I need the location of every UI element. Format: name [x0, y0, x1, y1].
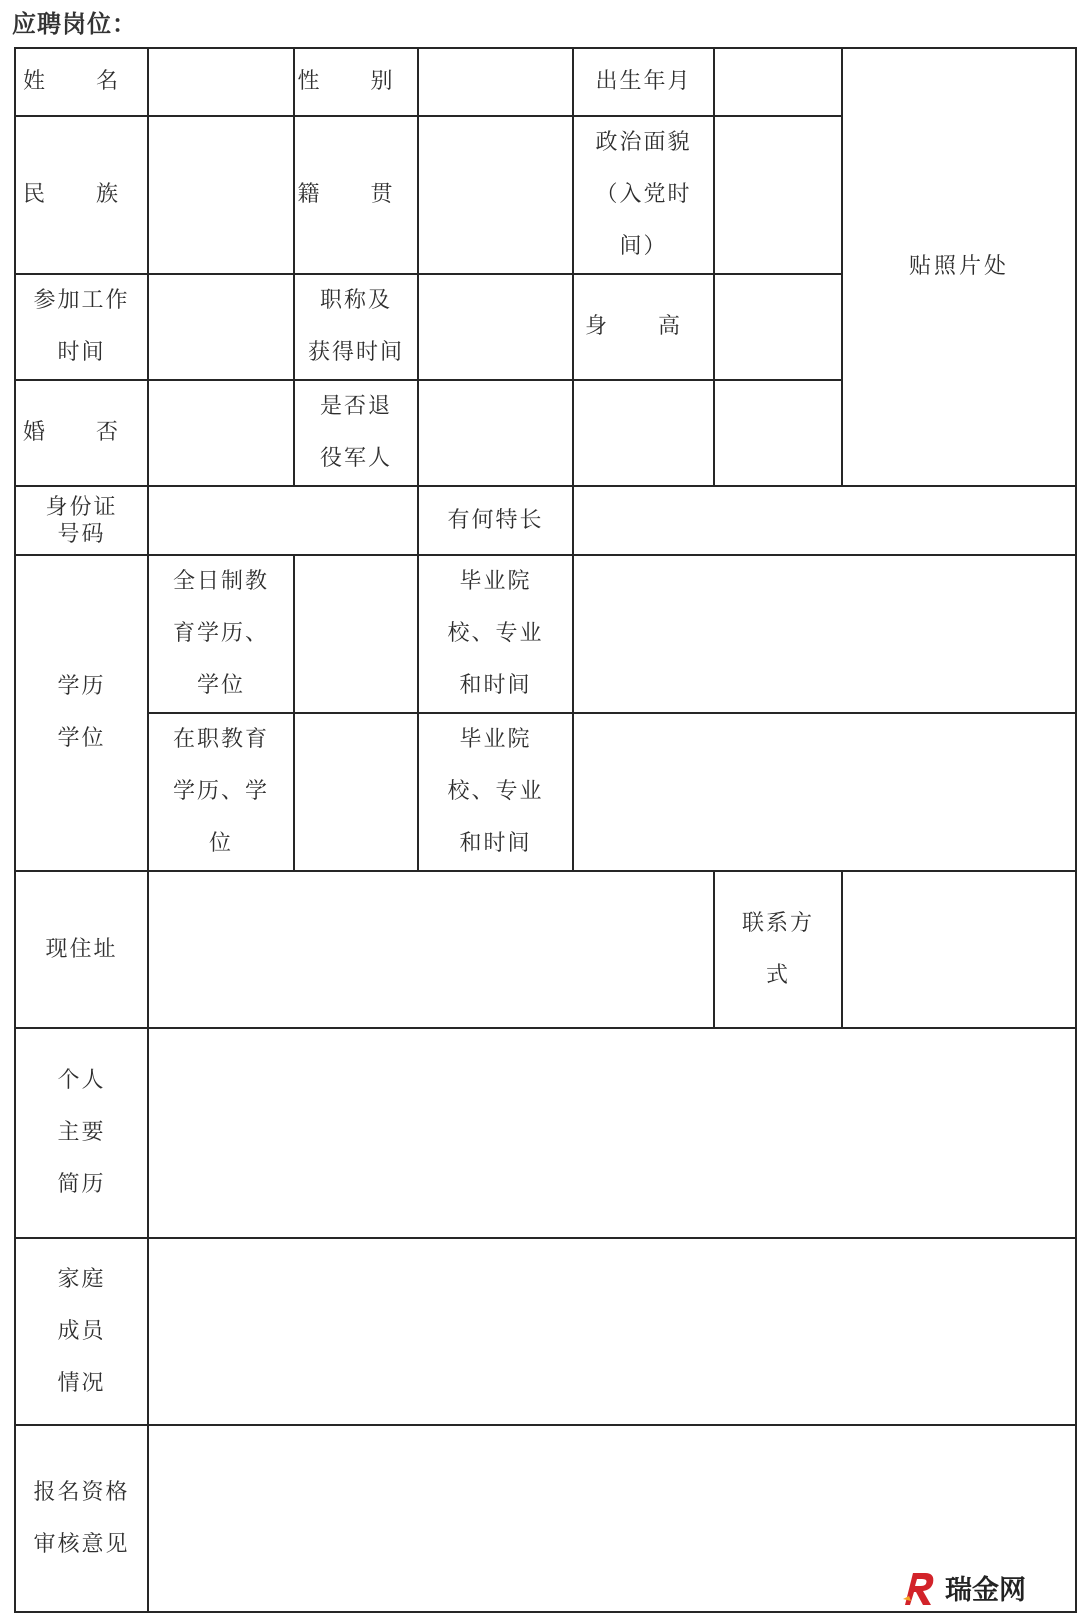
height-field[interactable] — [714, 274, 842, 380]
work-start-label: 参加工作 时间 — [15, 274, 148, 380]
watermark — [899, 1568, 1026, 1607]
political-label: 政治面貌 （入党时 间） — [573, 116, 714, 274]
grad-school-field[interactable] — [573, 555, 1076, 713]
grad-school-label: 毕业院 校、专业 和时间 — [418, 555, 573, 713]
ethnicity-label: 民 族 — [15, 116, 148, 274]
veteran-field[interactable] — [418, 380, 573, 486]
id-field[interactable] — [148, 486, 418, 555]
address-label: 现住址 — [15, 871, 148, 1028]
political-field[interactable] — [714, 116, 842, 274]
work-start-field[interactable] — [148, 274, 294, 380]
resume-field[interactable] — [148, 1028, 1076, 1238]
veteran-label: 是否退 役军人 — [294, 380, 418, 486]
specialty-field[interactable] — [573, 486, 1076, 555]
review-label: 报名资格 审核意见 — [15, 1425, 148, 1612]
name-label: 姓 名 — [15, 48, 148, 116]
blank-cell-b[interactable] — [714, 380, 842, 486]
fulltime-edu-field[interactable] — [294, 555, 418, 713]
family-field[interactable] — [148, 1238, 1076, 1425]
ethnicity-field[interactable] — [148, 116, 294, 274]
grad-school2-field[interactable] — [573, 713, 1076, 871]
application-form-table — [14, 47, 1077, 1613]
brand-logo-icon — [899, 1569, 939, 1607]
name-field[interactable] — [148, 48, 294, 116]
marital-field[interactable] — [148, 380, 294, 486]
marital-label: 婚 否 — [15, 380, 148, 486]
fulltime-edu-label: 全日制教 育学历、 学位 — [148, 555, 294, 713]
blank-cell-a[interactable] — [573, 380, 714, 486]
title-field[interactable] — [418, 274, 573, 380]
title-label: 职称及 获得时间 — [294, 274, 418, 380]
specialty-label: 有何特长 — [418, 486, 573, 555]
inservice-edu-label: 在职教育 学历、学 位 — [148, 713, 294, 871]
family-label: 家庭 成员 情况 — [15, 1238, 148, 1425]
contact-field[interactable] — [842, 871, 1076, 1028]
grad-school2-label: 毕业院 校、专业 和时间 — [418, 713, 573, 871]
position-label: 应聘岗位： — [12, 10, 137, 38]
photo-area[interactable]: 贴照片处 — [842, 48, 1076, 486]
birth-label: 出生年月 — [573, 48, 714, 116]
gender-label: 性 别 — [294, 48, 418, 116]
watermark-text: 瑞金网 — [945, 1575, 1026, 1606]
resume-label: 个人 主要 简历 — [15, 1028, 148, 1238]
height-label: 身 高 — [573, 274, 714, 380]
birth-field[interactable] — [714, 48, 842, 116]
contact-label: 联系方 式 — [714, 871, 842, 1028]
id-label: 身份证 号码 — [15, 486, 148, 555]
inservice-edu-field[interactable] — [294, 713, 418, 871]
native-place-field[interactable] — [418, 116, 573, 274]
gender-field[interactable] — [418, 48, 573, 116]
native-place-label: 籍 贯 — [294, 116, 418, 274]
education-label: 学历 学位 — [15, 555, 148, 871]
address-field[interactable] — [148, 871, 714, 1028]
